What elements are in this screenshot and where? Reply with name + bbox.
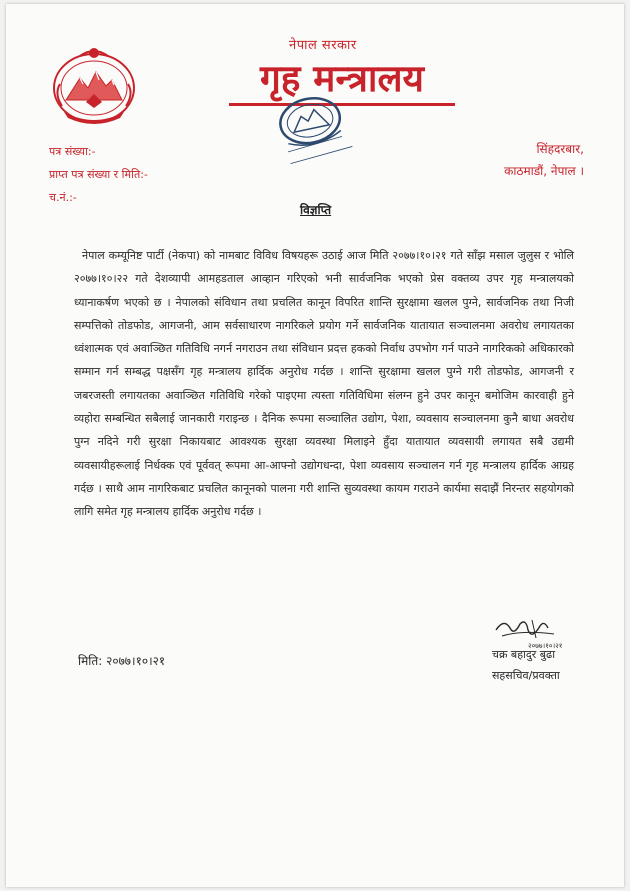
notice-date: मिति: २०७७।१०।२१ — [78, 654, 166, 668]
government-label: नेपाल सरकार — [289, 38, 357, 53]
address-line-2: काठमाडौं, नेपाल । — [504, 164, 584, 178]
signer-title: सहसचिव/प्रवक्ता — [492, 669, 560, 682]
ministry-title: गृह मन्त्रालय — [259, 56, 425, 100]
ministry-stamp-icon — [264, 89, 374, 169]
nepal-emblem-icon — [50, 44, 138, 126]
dispatch-number-label: च.नं.:- — [49, 191, 77, 204]
signer-name: चक्र बहादुर बुढा — [492, 648, 556, 661]
address-line-1: सिंहदरबार, — [536, 142, 584, 156]
letter-number-label: पत्र संख्या:- — [49, 145, 96, 158]
reference-number-date-label: प्राप्त पत्र संख्या र मिति:- — [49, 168, 148, 181]
letter-page — [6, 4, 624, 887]
notice-body: नेपाल कम्यूनिष्ट पार्टी (नेकपा) को नामबाट विविध विषयहरू उठाई आज मिति २०७७।१०।२१ गते साँझ मसाल जुलुस र भोलि २०७७।१०।२२ गते देशव्यापी आमहडताल आव्हान गरिएको भनी सार्वजनिक भएको प्रेस वक्तव्य उपर गृह मन्त्रालयको ध्यानाकर्षण भएको छ । नेपालको संविधान तथा प्रचलित कानून विपरित शान्ति सुरक्षामा खलल पुग्ने, सार्वजनिक तथा निजी सम्पत्तिको तोडफोड, आगजनी, आम सर्वसाधारण नागरिकले प्रयोग गर्ने सार्वजनिक यातायात सञ्चालनमा अवरोध लगायतका ध्वंशात्मक एवं अवाञ्छित गतिविधि नगर्न नगराउन तथा संविधान प्रदत्त हकको निर्वाध उपभोग गर्न पाउने नागरिकको अधिकारको सम्मान गर्न सम्बद्ध पक्षसँग गृह मन्त्रालय हार्दिक अनुरोध गर्दछ । शान्ति सुरक्षामा खलल पुग्ने गरी तोडफोड, आगजनी र जबरजस्ती लगायतका अवाञ्छित गतिविधि गरेको पाइएमा त्यस्ता गतिविधिमा संलग्न हुने उपर कानून बमोजिम कारवाही हुने व्यहोरा सम्बन्धित सबैलाई जानकारी गराइन्छ । दैनिक रूपमा सञ्चालित उद्योग, पेशा, व्यवसाय सञ्चालनमा कुनै बाधा अवरोध पुग्न नदिने गरी सुरक्षा निकायबाट आवश्यक सुरक्षा व्यवस्था मिलाइने हुँदा यातायात व्यवसायी लगायत सबै उद्यमी व्यवसायीहरूलाई निर्धक्क एवं पूर्ववत् रूपमा आ-आफ्नो उद्योगधन्दा, पेशा व्यवसाय सञ्चालन गर्न गृह मन्त्रालय हार्दिक आग्रह गर्दछ । साथै आम नागरिकबाट प्रचलित कानूनको पालना गरी शान्ति सुव्यवस्था कायम गराउने कार्यमा सदाझैं निरन्तर सहयोगको लागि समेत गृह मन्त्रालय हार्दिक अनुरोध गर्दछ । — [74, 249, 574, 519]
signature-date: २०७७।१०।२१ — [528, 642, 562, 650]
notice-title: विज्ञप्ति — [300, 203, 332, 217]
